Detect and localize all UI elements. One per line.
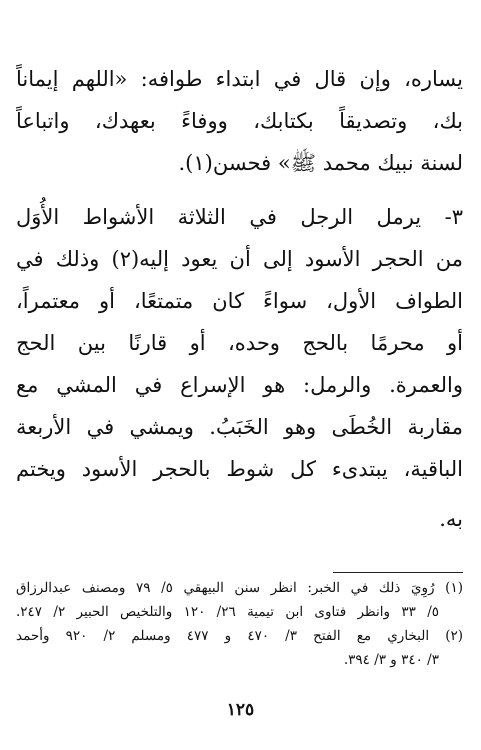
- text-line: ٣- يرمل الرجل في الثلاثة الأشواط الأُوَل: [16, 205, 463, 229]
- text-line: به.: [439, 507, 463, 531]
- footnote-divider: [333, 572, 463, 573]
- text-line: لسنة نبيك محمد ﷺ» فحسن(١).: [178, 151, 463, 175]
- text-line: بك، وتصديقاً بكتابك، ووفاءً بعهدك، واتباعاً: [16, 109, 463, 133]
- main-text: [16, 58, 463, 540]
- paragraph-gap: [16, 184, 463, 196]
- footnote-line: ٥/ ٣٣ وانظر فتاوى ابن تيمية ٢٦/ ١٢٠ والتلخيص الحبير ٢/ ٢٤٧.: [16, 604, 440, 620]
- footnote-line: ٣/ ٣٤٠ و ٣/ ٣٩٤.: [343, 652, 439, 668]
- text-line: من الحجر الأسود إلى أن يعود إليه(٢) وذلك في: [16, 247, 463, 271]
- text-line: أو محرمًا بالحج وحده، أو قارنًا بين الحج: [16, 331, 463, 355]
- text-line: يساره، وإن قال في ابتداء طوافه: «اللهم إيماناً: [16, 67, 463, 91]
- text-line: والعمرة. والرمل: هو الإسراع في المشي مع: [16, 373, 463, 397]
- text-line: الطواف الأول، سواءً كان متمتعًا، أو معتمراً،: [16, 289, 463, 313]
- footnote-line: (٢) البخاري مع الفتح ٣/ ٤٧٠ و ٤٧٧ ومسلم ٢/ ٩٢٠ وأحمد: [16, 628, 463, 644]
- text-line: الباقية، يبتدىء كل شوط بالحجر الأسود ويختم: [16, 457, 463, 481]
- footnotes: [16, 576, 463, 672]
- text-line: مقاربة الخُطَى وهو الخَبَبُ. ويمشي في الأربعة: [16, 415, 463, 439]
- footnote-line: (١) رُوِيَ ذلك في الخبر: انظر سنن البيهقي ٥/ ٧٩ ومصنف عبدالرزاق: [16, 580, 463, 596]
- page-number: ١٢٥: [226, 700, 255, 720]
